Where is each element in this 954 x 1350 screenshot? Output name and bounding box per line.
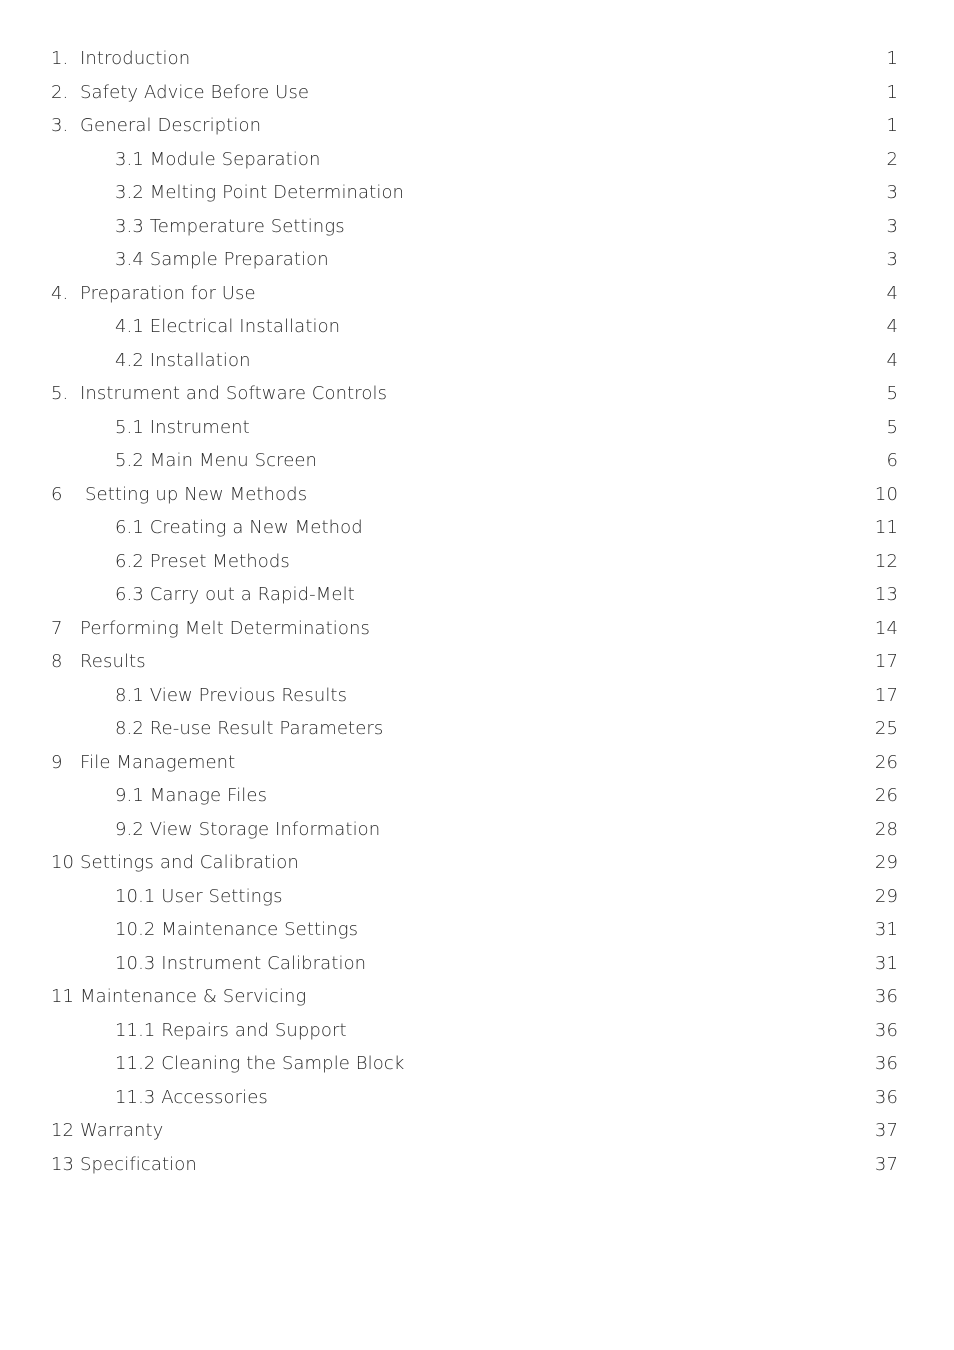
toc-entry-subsection[interactable] [0,813,954,847]
toc-entry-title: Settings and Calibration [80,852,299,873]
toc-entry-title: Introduction [80,48,191,69]
toc-entry-page-number: 26 [874,785,898,806]
toc-entry-page-number: 31 [874,919,898,940]
toc-entry-title: General Description [80,115,262,136]
toc-entry-subsection[interactable] [0,210,954,244]
toc-entry-title: Instrument and Software Controls [80,383,388,404]
toc-entry-section[interactable] [0,612,954,646]
toc-entry-title: 3.1 Module Separation [115,148,321,170]
toc-entry-page-number: 5 [886,383,898,404]
toc-entry-section[interactable] [0,1114,954,1148]
toc-entry-title: Safety Advice Before Use [80,81,310,103]
toc-entry-page-number: 1 [886,115,898,136]
toc-entry-title: 11.3 Accessories [115,1086,268,1108]
toc-entry-page-number: 17 [874,684,898,706]
toc-entry-page-number: 29 [874,852,898,873]
toc-entry-page-number: 25 [874,718,898,739]
toc-entry-page-number: 4 [886,316,898,337]
toc-entry-section[interactable] [0,846,954,880]
toc-entry-page-number: 3 [886,215,898,237]
toc-entry-number: 11 [51,986,75,1007]
toc-entry-title: 6.2 Preset Methods [115,550,290,572]
toc-entry-page-number: 37 [874,1153,898,1175]
toc-entry-title: File Management [80,751,236,773]
toc-entry-subsection[interactable] [0,444,954,478]
toc-entry-page-number: 36 [874,986,898,1007]
toc-entry-subsection[interactable] [0,578,954,612]
toc-entry-title: 8.1 View Previous Results [115,684,348,706]
toc-entry-title: 11.2 Cleaning the Sample Block [115,1053,405,1074]
toc-entry-title: Results [80,651,146,672]
table-of-contents [0,42,954,1181]
toc-entry-number: 5. [51,383,69,404]
toc-entry-title: Setting up New Methods [85,483,308,505]
toc-entry-number: 9 [51,751,63,773]
toc-entry-subsection[interactable] [0,1047,954,1081]
toc-entry-section[interactable] [0,980,954,1014]
toc-entry-page-number: 5 [886,416,898,438]
toc-entry-section[interactable] [0,109,954,143]
toc-entry-title: 11.1 Repairs and Support [115,1019,347,1041]
toc-entry-number: 12 [51,1120,75,1141]
toc-entry-subsection[interactable] [0,947,954,981]
toc-entry-page-number: 17 [874,651,898,672]
toc-entry-title: 4.1 Electrical Installation [115,316,341,337]
toc-entry-number: 4. [51,282,69,304]
toc-entry-subsection[interactable] [0,176,954,210]
toc-entry-title: Warranty [80,1120,164,1141]
toc-entry-title: 3.3 Temperature Settings [115,215,345,237]
toc-entry-title: 8.2 Re-use Result Parameters [115,718,384,739]
toc-entry-section[interactable] [0,377,954,411]
toc-entry-page-number: 1 [886,48,898,69]
toc-entry-subsection[interactable] [0,880,954,914]
toc-entry-page-number: 37 [874,1120,898,1141]
toc-entry-title: 4.2 Installation [115,349,251,371]
toc-entry-number: 3. [51,115,69,136]
toc-entry-subsection[interactable] [0,511,954,545]
toc-entry-title: 10.3 Instrument Calibration [115,952,367,974]
toc-entry-page-number: 1 [886,81,898,103]
toc-entry-section[interactable] [0,645,954,679]
toc-entry-title: Performing Melt Determinations [80,617,370,639]
toc-entry-section[interactable] [0,277,954,311]
toc-entry-title: 3.4 Sample Preparation [115,249,329,270]
toc-entry-subsection[interactable] [0,1081,954,1115]
toc-entry-number: 2. [51,81,69,103]
toc-entry-page-number: 4 [886,282,898,304]
toc-entry-title: 6.1 Creating a New Method [115,517,363,538]
toc-entry-page-number: 6 [886,450,898,471]
toc-entry-page-number: 3 [886,249,898,270]
toc-entry-title: 9.2 View Storage Information [115,818,381,840]
toc-entry-subsection[interactable] [0,243,954,277]
toc-entry-page-number: 12 [874,550,898,572]
toc-entry-subsection[interactable] [0,679,954,713]
toc-entry-subsection[interactable] [0,1014,954,1048]
toc-entry-page-number: 4 [886,349,898,371]
toc-entry-subsection[interactable] [0,712,954,746]
toc-entry-page-number: 14 [874,617,898,639]
toc-entry-page-number: 3 [886,182,898,203]
toc-entry-title: 10.1 User Settings [115,885,283,907]
toc-entry-title: 9.1 Manage Files [115,785,268,806]
toc-entry-number: 1. [51,48,69,69]
toc-entry-page-number: 11 [874,517,898,538]
toc-entry-number: 6 [51,483,63,505]
toc-entry-title: Specification [80,1153,197,1175]
toc-entry-section[interactable] [0,478,954,512]
toc-entry-page-number: 26 [874,751,898,773]
toc-entry-title: 3.2 Melting Point Determination [115,182,405,203]
toc-entry-section[interactable] [0,42,954,76]
toc-entry-section[interactable] [0,76,954,110]
toc-entry-section[interactable] [0,1148,954,1182]
toc-entry-number: 7 [51,617,63,639]
toc-entry-subsection[interactable] [0,913,954,947]
toc-entry-title: 5.2 Main Menu Screen [115,450,318,471]
toc-entry-title: Preparation for Use [80,282,256,304]
toc-entry-number: 13 [51,1153,75,1175]
toc-entry-page-number: 28 [874,818,898,840]
toc-entry-page-number: 10 [874,483,898,505]
toc-entry-page-number: 36 [874,1019,898,1041]
toc-entry-title: 6.3 Carry out a Rapid-Melt [115,584,355,605]
toc-entry-subsection[interactable] [0,779,954,813]
toc-entry-page-number: 36 [874,1053,898,1074]
toc-entry-section[interactable] [0,746,954,780]
toc-entry-title: 10.2 Maintenance Settings [115,919,359,940]
toc-entry-subsection[interactable] [0,344,954,378]
toc-entry-page-number: 36 [874,1086,898,1108]
toc-entry-page-number: 31 [874,952,898,974]
toc-entry-subsection[interactable] [0,545,954,579]
toc-entry-page-number: 2 [886,148,898,170]
toc-entry-page-number: 13 [874,584,898,605]
toc-entry-number: 8 [51,651,63,672]
toc-entry-title: Maintenance & Servicing [80,986,307,1007]
toc-entry-title: 5.1 Instrument [115,416,250,438]
toc-entry-page-number: 29 [874,885,898,907]
toc-entry-number: 10 [51,852,75,873]
toc-entry-subsection[interactable] [0,310,954,344]
toc-entry-subsection[interactable] [0,143,954,177]
toc-entry-subsection[interactable] [0,411,954,445]
